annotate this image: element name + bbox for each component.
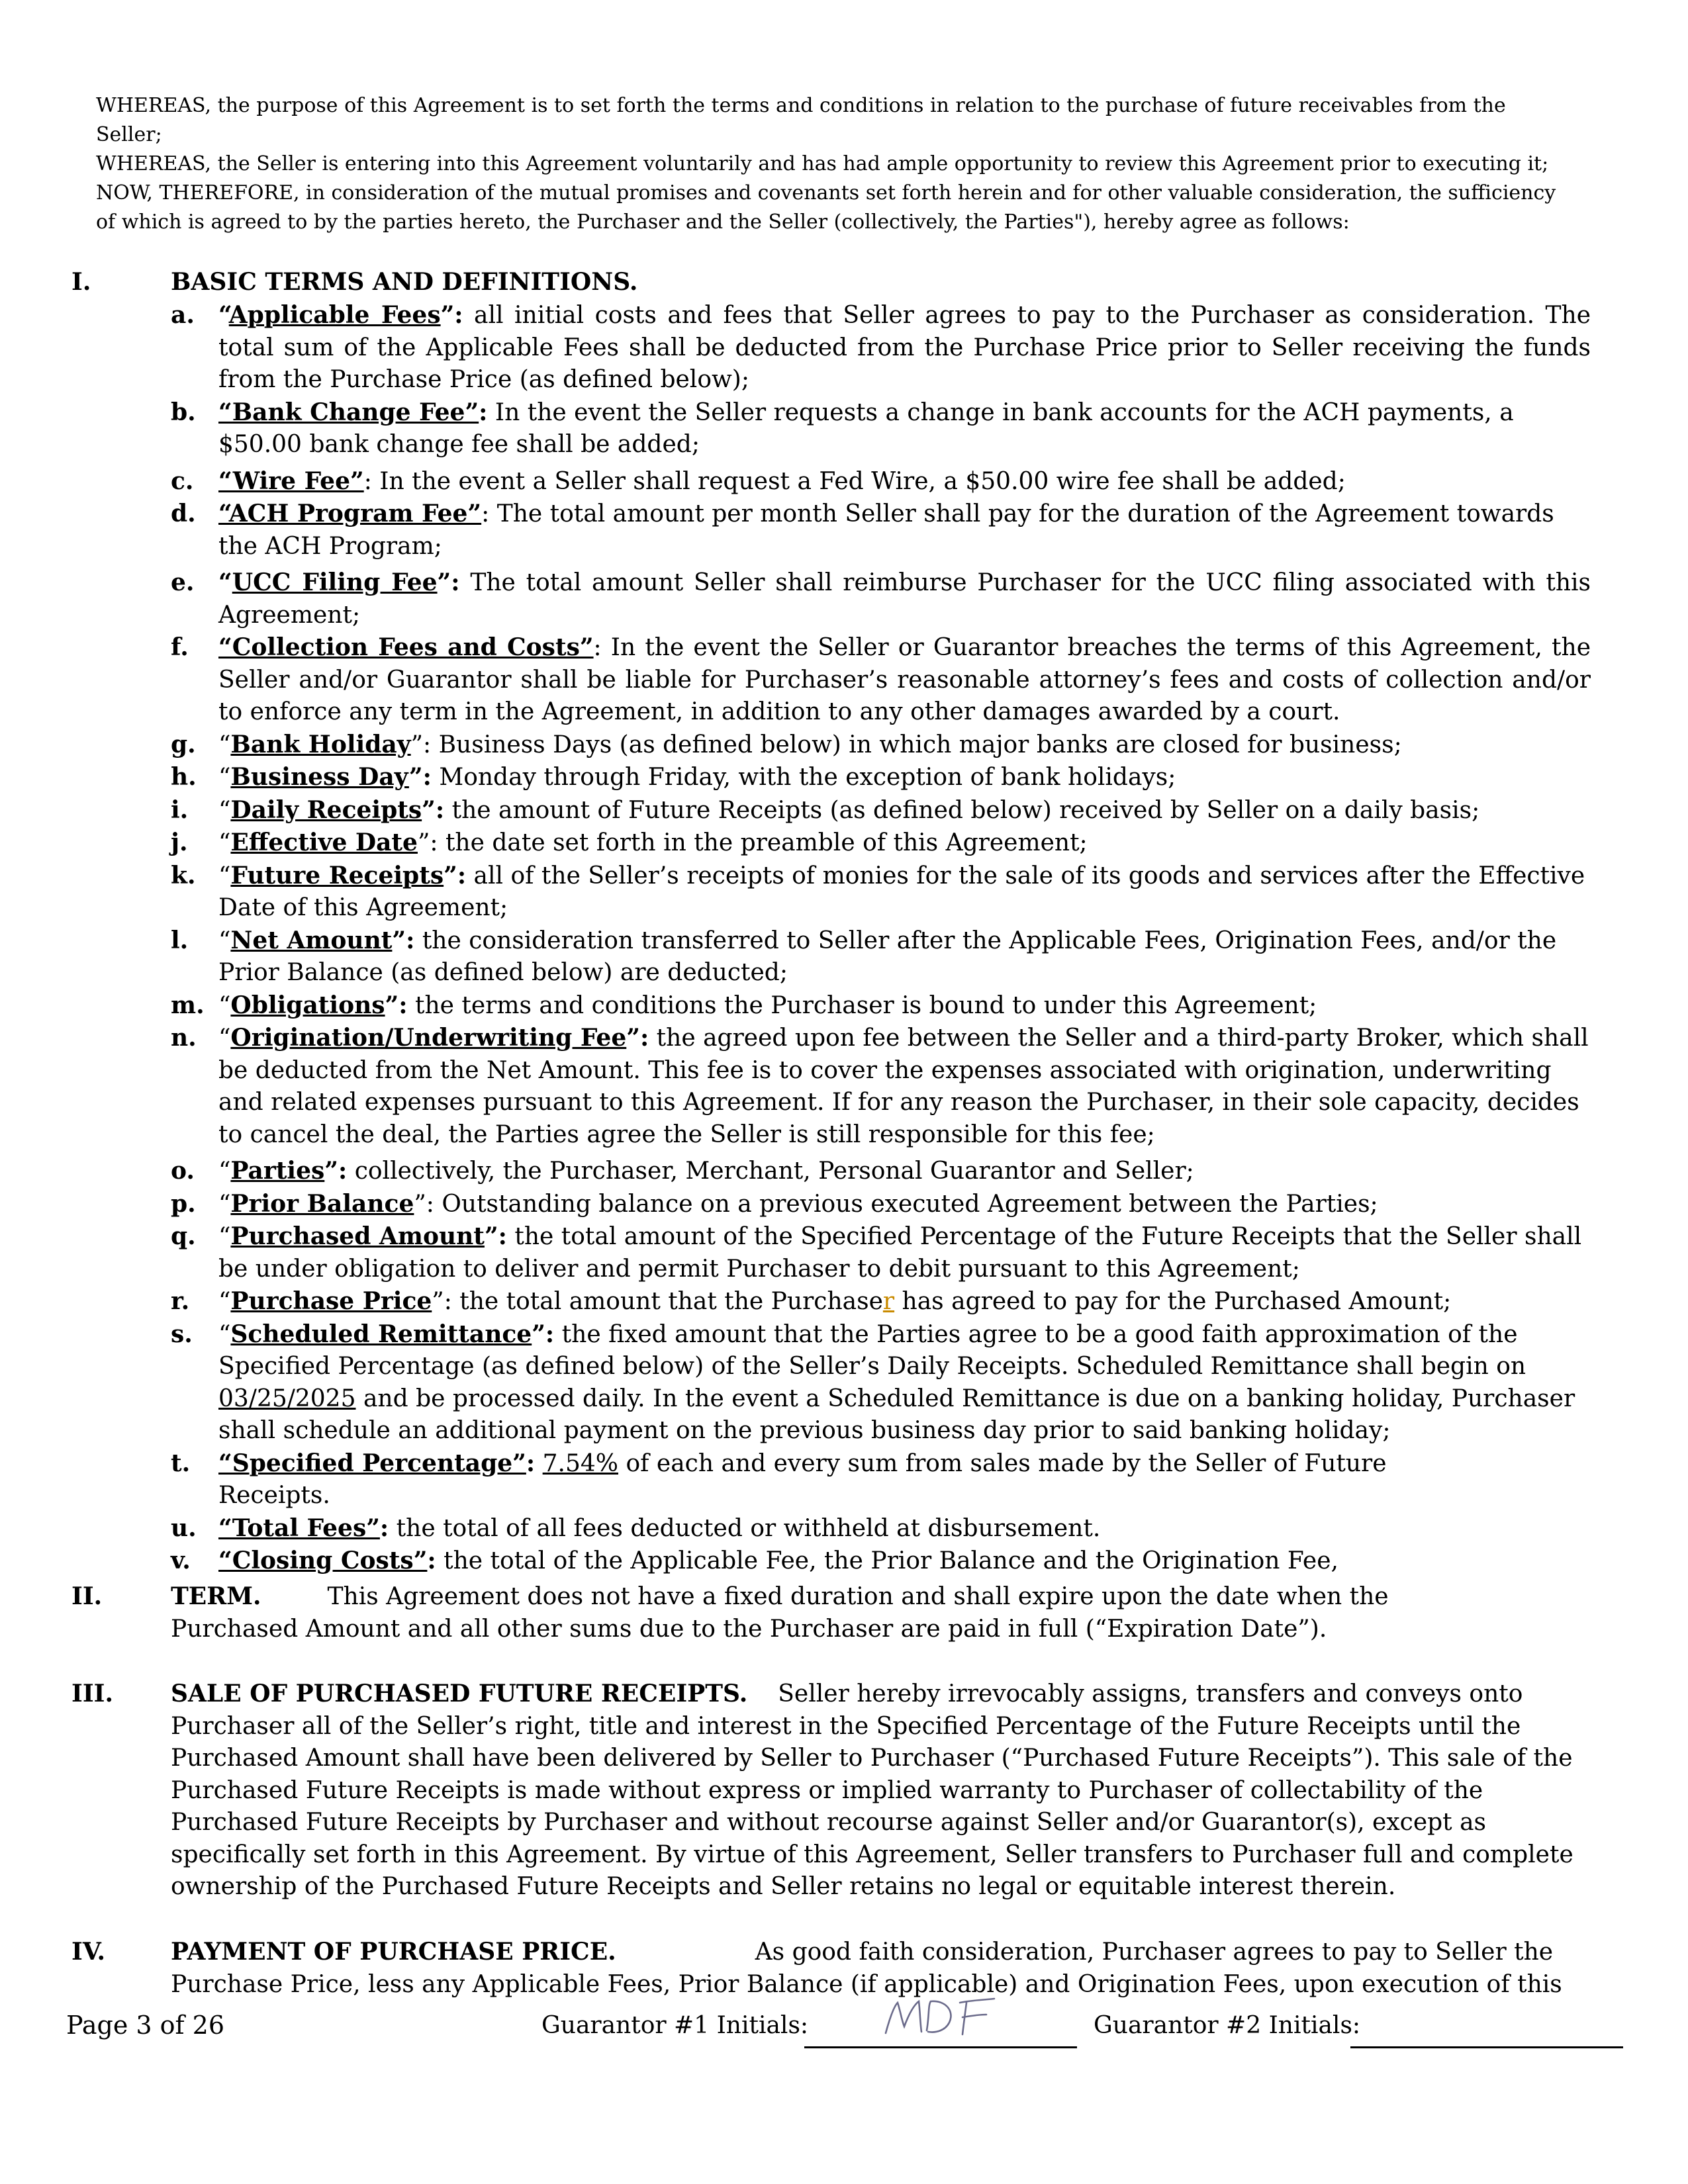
definition-term: UCC Filing Fee bbox=[232, 569, 438, 596]
section-1-number: I. bbox=[71, 268, 91, 296]
definition-term: Purchased Amount bbox=[230, 1222, 485, 1250]
definition-term: Bank Holiday bbox=[230, 730, 411, 758]
definition-term: “Collection Fees and Costs” bbox=[218, 633, 594, 661]
definition-term: “Closing Costs” bbox=[218, 1547, 428, 1574]
definition-term: Parties bbox=[230, 1157, 325, 1185]
section-3-sale: SALE OF PURCHASED FUTURE RECEIPTS. Seller hereby irrevocably assigns, transfers and conveys onto Purchaser all of the Seller’s right, title and interest in the Specified Percentage of the Future Receipts until the Purchased Amount shall have been delivered by Seller to Purchaser (“Purchased Future Receipts”). This sale of the Purchased Future Receipts is made without express or implied warranty to Purchaser of collectability of the Purchased Future Receipts by Purchaser and without recourse against Seller and/or Guarantor(s), except as specifically set forth in this Agreement. By virtue of this Agreement, Seller transfers to Purchaser full and complete ownership of the Purchased Future Receipts and Seller retains no legal or equitable interest therein. bbox=[171, 1680, 1573, 1900]
definitions-list bbox=[171, 299, 1591, 1578]
definition-term: Scheduled Remittance bbox=[230, 1320, 532, 1348]
definition-term: Daily Receipts bbox=[230, 796, 422, 824]
definition-l: l. “Net Amount”: the consideration transferred to Seller after the Applicable Fees, Origination Fees, and/or the Prior Balance (as defined below) are deducted; bbox=[171, 926, 1557, 986]
section-1-title: BASIC TERMS AND DEFINITIONS. bbox=[171, 268, 638, 296]
definition-q: q. “Purchased Amount”: the total amount of the Specified Percentage of the Future Receipts that the Seller shall be under obligation to deliver and permit Purchaser to debit pursuant to this Agreement; bbox=[171, 1222, 1582, 1283]
definition-term: Prior Balance bbox=[230, 1189, 414, 1218]
guarantor-1-initials-signature bbox=[880, 1992, 1013, 2045]
definition-term: “Total Fees” bbox=[218, 1514, 380, 1542]
section-2-number: II. bbox=[71, 1582, 103, 1610]
definition-o: o. “Parties”: collectively, the Purchaser, Merchant, Personal Guarantor and Seller; bbox=[171, 1157, 1194, 1185]
preamble bbox=[96, 91, 1572, 237]
definition-g: g. “Bank Holiday”: Business Days (as defined below) in which major banks are closed for business; bbox=[171, 730, 1402, 758]
definition-b: b. “Bank Change Fee”: In the event the Seller requests a change in bank accounts for the ACH payments, a $50.00 bank change fee shall be added; bbox=[171, 398, 1514, 458]
definition-term: “Wire Fee” bbox=[218, 467, 364, 495]
definition-c: c. “Wire Fee”: In the event a Seller shall request a Fed Wire, a $50.00 wire fee shall be added; bbox=[171, 467, 1346, 495]
definition-f: f. “Collection Fees and Costs”: In the event the Seller or Guarantor breaches the terms of this Agreement, the Seller and/or Guarantor shall be liable for Purchaser’s reasonable attorney’s fees and costs of collection and/or to enforce any term in the Agreement, in addition to any other damages awarded by a court. bbox=[171, 633, 1591, 725]
definition-k: k. “Future Receipts”: all of the Seller’s receipts of monies for the sale of its goods and services after the Effective Date of this Agreement; bbox=[171, 861, 1585, 921]
definition-e: e. “UCC Filing Fee”: The total amount Seller shall reimburse Purchaser for the UCC filing associated with this Agreement; bbox=[171, 569, 1591, 629]
section-4-number: IV. bbox=[71, 1938, 106, 1966]
whereas-purpose: WHEREAS, the purpose of this Agreement is to set forth the terms and conditions in relation to the purchase of future receivables from the Seller; bbox=[96, 94, 1506, 146]
section-4-title: PAYMENT OF PURCHASE PRICE. bbox=[171, 1938, 616, 1966]
definition-term: Net Amount bbox=[230, 926, 393, 954]
remittance-start-date: 03/25/2025 bbox=[218, 1385, 356, 1412]
definition-i: i. “Daily Receipts”: the amount of Future Receipts (as defined below) received by Seller on a daily basis; bbox=[171, 796, 1480, 824]
definition-d: d. “ACH Program Fee”: The total amount per month Seller shall pay for the duration of the Agreement towards the ACH Program; bbox=[171, 500, 1554, 560]
definition-term: Purchase Price bbox=[230, 1287, 432, 1315]
whereas-voluntary: WHEREAS, the Seller is entering into this Agreement voluntarily and has had ample opportunity to review this Agreement prior to executing it; bbox=[96, 152, 1549, 175]
guarantor-2-initials-line[interactable] bbox=[1350, 2046, 1623, 2048]
definition-j: j. “Effective Date”: the date set forth in the preamble of this Agreement; bbox=[171, 829, 1088, 856]
definition-term: “Specified Percentage” bbox=[218, 1449, 526, 1477]
definition-s: s. “Scheduled Remittance”: the fixed amount that the Parties agree to be a good faith approximation of the Specified Percentage (as defined below) of the Seller’s Daily Receipts. Scheduled Remittance shall begin on 03/25/2025 and be processed daily. In the event a Scheduled Remittance is due on a banking holiday, Purchaser shall schedule an additional payment on the previous business day prior to said banking holiday; bbox=[171, 1320, 1575, 1444]
definition-term: Applicable Fees bbox=[228, 301, 441, 329]
definition-term: Origination/Underwriting Fee bbox=[230, 1024, 627, 1052]
definition-term: Effective Date bbox=[230, 829, 418, 856]
guarantor-1-initials-line[interactable] bbox=[804, 2046, 1077, 2048]
definition-n: n. “Origination/Underwriting Fee”: the agreed upon fee between the Seller and a third-party Broker, which shall be deducted from the Net Amount. This fee is to cover the expenses associated with origination, underwriting and related expenses pursuant to this Agreement. If for any reason the Purchaser, in their sole capacity, decides to cancel the deal, the Parties agree the Seller is still responsible for this fee; bbox=[171, 1024, 1589, 1148]
now-therefore: NOW, THEREFORE, in consideration of the mutual promises and covenants set forth herein and for other valuable consideration, the sufficiency of which is agreed to by the parties hereto, the Purchaser and the Seller (collectively, the Parties"), hereby agree as follows: bbox=[96, 181, 1556, 234]
definition-p: p. “Prior Balance”: Outstanding balance on a previous executed Agreement between the Parties; bbox=[171, 1189, 1378, 1218]
definition-r: r. “Purchase Price”: the total amount that the Purchaser has agreed to pay for the Purchased Amount; bbox=[171, 1287, 1452, 1315]
section-2-term: TERM. This Agreement does not have a fixed duration and shall expire upon the date when the Purchased Amount and all other sums due to the Purchaser are paid in full (“Expiration Date”). bbox=[171, 1582, 1389, 1643]
definition-v: v. “Closing Costs”: the total of the Applicable Fee, the Prior Balance and the Origination Fee, bbox=[171, 1547, 1338, 1574]
specified-percentage-value: 7.54% bbox=[542, 1449, 618, 1477]
section-4-payment: PAYMENT OF PURCHASE PRICE. As good faith consideration, Purchaser agrees to pay to Seller the Purchase Price, less any Applicable Fees, Prior Balance (if applicable) and Origination Fees, upon execution of this bbox=[171, 1938, 1562, 1998]
definition-term: “ACH Program Fee” bbox=[218, 500, 482, 527]
definition-term: Business Day bbox=[230, 763, 409, 791]
definition-a: a. “Applicable Fees”: all initial costs and fees that Seller agrees to pay to the Purchaser as consideration. The total sum of the Applicable Fees shall be deducted from the Purchase Price prior to Seller receiving the funds from the Purchase Price (as defined below); bbox=[171, 301, 1591, 393]
page-footer bbox=[0, 1992, 1688, 2065]
guarantor-2-label: Guarantor #2 Initials: bbox=[1094, 2012, 1361, 2039]
definition-h: h. “Business Day”: Monday through Friday, with the exception of bank holidays; bbox=[171, 763, 1176, 791]
tracked-change-mark: r bbox=[882, 1288, 895, 1315]
definition-u: u. “Total Fees”: the total of all fees deducted or withheld at disbursement. bbox=[171, 1514, 1101, 1542]
guarantor-1-label: Guarantor #1 Initials: bbox=[541, 2012, 809, 2039]
section-3-title: SALE OF PURCHASED FUTURE RECEIPTS. bbox=[171, 1680, 748, 1707]
section-3-number: III. bbox=[71, 1680, 114, 1707]
definition-term: “Bank Change Fee” bbox=[218, 398, 479, 426]
section-2-title: TERM. bbox=[171, 1582, 261, 1610]
page-number: Page 3 of 26 bbox=[66, 2011, 225, 2040]
definition-term: Obligations bbox=[230, 991, 385, 1019]
definition-m: m. “Obligations”: the terms and conditions the Purchaser is bound to under this Agreement; bbox=[171, 991, 1317, 1019]
definition-term: Future Receipts bbox=[230, 861, 444, 889]
definition-t: t. “Specified Percentage”: 7.54% of each and every sum from sales made by the Seller of Future Receipts. bbox=[171, 1449, 1387, 1509]
